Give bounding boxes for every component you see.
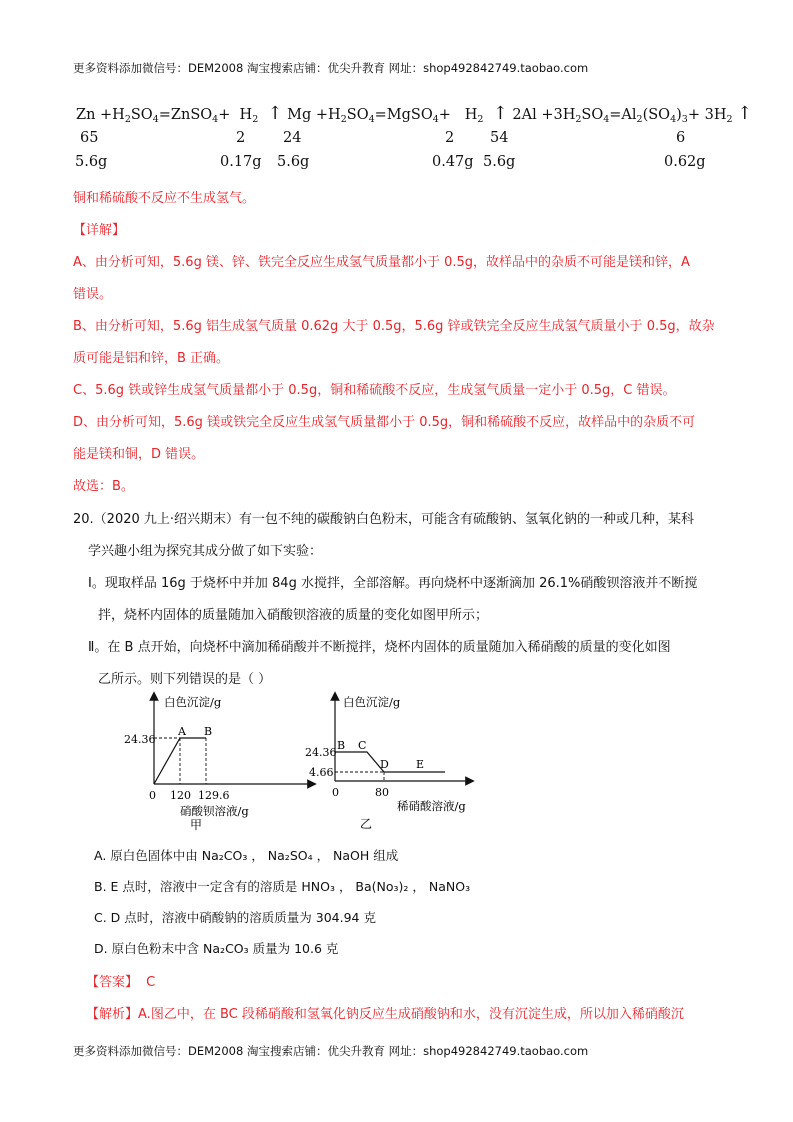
equation-mass: 0.17g xyxy=(220,154,262,170)
y-tick-label: 24.36 xyxy=(124,733,156,746)
answer-row xyxy=(86,971,155,990)
option-d: D. 原白色粉末中含 Na₂CO₃ 质量为 10.6 克 xyxy=(94,941,339,956)
x-axis-label: 稀硝酸溶液/g xyxy=(397,799,466,813)
x-tick-label: 129.6 xyxy=(198,789,230,802)
equation-value: 54 xyxy=(490,130,509,146)
copper-note: 铜和稀硫酸不反应不生成氢气。 xyxy=(73,191,256,206)
answer-value: C xyxy=(146,975,156,990)
y-tick-label: 24.36 xyxy=(305,746,337,759)
y-axis-label: 白色沉淀/g xyxy=(343,695,401,709)
option-a: A. 原白色固体中由 Na₂CO₃ ， Na₂SO₄ ， NaOH 组成 xyxy=(94,848,399,863)
equation-mass: 5.6g xyxy=(277,154,310,170)
analysis-a: A、由分析可知，5.6g 镁、锌、铁完全反应生成氢气质量都小于 0.5g，故样品中的杂质不可能是镁和锌，A xyxy=(73,255,690,270)
explanation-row xyxy=(86,1003,684,1022)
question-step-1: Ⅰ。现取样品 16g 于烧杯中并加 84g 水搅拌，全部溶解。再向烧杯中逐渐滴加 26.1%硝酸钡溶液并不断搅 xyxy=(88,576,698,591)
y-axis-label: 白色沉淀/g xyxy=(164,695,222,709)
graph-caption: 甲 xyxy=(190,818,203,832)
x-axis-label: 硝酸钡溶液/g xyxy=(180,804,249,818)
analysis-b-cont: 质可能是铝和锌，B 正确。 xyxy=(73,351,230,366)
question-step-2-cont: 乙所示。则下列错误的是（ ） xyxy=(98,672,272,687)
point-d-label: D xyxy=(380,758,389,771)
graph-caption: 乙 xyxy=(360,817,373,831)
x-tick-label: 80 xyxy=(375,786,389,799)
detail-title: 【详解】 xyxy=(73,223,126,238)
equation-value: 65 xyxy=(80,130,99,146)
page-header: 更多资料添加微信号：DEM2008 淘宝搜索店铺：优尖升教育 网址：shop492842749.taobao.com xyxy=(73,61,589,75)
equation-value: 24 xyxy=(283,130,302,146)
question-line: 学兴趣小组为探究其成分做了如下实验： xyxy=(88,544,323,559)
analysis-d: D、由分析可知，5.6g 镁或铁完全反应生成氢气质量都小于 0.5g，铜和稀硫酸不反应，故样品中的杂质不可 xyxy=(73,415,696,430)
point-b-label: B xyxy=(337,739,346,752)
analysis-b: B、由分析可知，5.6g 铝生成氢气质量 0.62g 大于 0.5g，5.6g 锌或铁完全反应生成氢气质量小于 0.5g，故杂 xyxy=(73,319,715,334)
equation-value: 2 xyxy=(236,130,246,146)
explanation-label: 【解析】 xyxy=(86,1007,139,1022)
analysis-choice: 故选：B。 xyxy=(73,479,134,494)
equation-mass: 0.62g xyxy=(664,154,706,170)
y-tick-label: 4.66 xyxy=(309,766,334,779)
page-footer: 更多资料添加微信号：DEM2008 淘宝搜索店铺：优尖升教育 网址：shop492842749.taobao.com xyxy=(73,1044,589,1058)
point-b-label: B xyxy=(204,725,213,738)
equation-mass: 5.6g xyxy=(75,154,108,170)
option-b: B. E 点时，溶液中一定含有的溶质是 HNO₃ ， Ba(No₃)₂ ， NaNO₃ xyxy=(94,879,471,894)
question-line: 20.（2020 九上·绍兴期末）有一包不纯的碳酸钠白色粉末，可能含有硫酸钠、氢氧化钠的一种或几种，某科 xyxy=(73,512,695,527)
analysis-d-cont: 能是镁和铜，D 错误。 xyxy=(73,447,205,462)
answer-label: 【答案】 xyxy=(86,975,139,990)
question-step-1-cont: 拌，烧杯内固体的质量随加入硝酸钡溶液的质量的变化如图甲所示； xyxy=(98,608,489,623)
explanation-text: A.图乙中，在 BC 段稀硝酸和氢氧化钠反应生成硝酸钠和水，没有沉淀生成，所以加入稀硝酸沉 xyxy=(138,1007,684,1022)
equation-value: 2 xyxy=(445,130,455,146)
equation-value: 6 xyxy=(676,130,686,146)
equation-mass: 5.6g xyxy=(483,154,516,170)
equation-mass: 0.47g xyxy=(432,154,474,170)
point-a-label: A xyxy=(178,725,186,738)
point-e-label: E xyxy=(416,758,425,771)
x-tick-label: 0 xyxy=(332,786,339,799)
x-tick-label: 0 xyxy=(149,789,156,802)
graph-jia xyxy=(124,688,320,833)
analysis-c: C、5.6g 铁或锌生成氢气质量都小于 0.5g，铜和稀硫酸不反应，生成氢气质量一定小于 0.5g，C 错误。 xyxy=(73,383,676,398)
question-step-2: Ⅱ。在 B 点开始，向烧杯中滴加稀硝酸并不断搅拌，烧杯内固体的质量随加入稀硝酸的质量的变化如图 xyxy=(88,640,671,655)
equation-row-1: $Zn +H_2SO_4=ZnSO_4+ H_2$ ↑ $Mg +H_2SO_4=MgSO_4+ H_2$ ↑ $2Al +3H_2SO_4=Al_2(SO_4)_3+ 3H_2$ ↑ xyxy=(76,103,753,125)
series-line xyxy=(335,752,445,772)
point-c-label: C xyxy=(358,739,367,752)
analysis-a-cont: 错误。 xyxy=(73,287,113,302)
option-c: C. D 点时，溶液中硝酸钠的溶质质量为 304.94 克 xyxy=(94,910,376,925)
graph-yi xyxy=(305,688,480,833)
x-tick-label: 120 xyxy=(170,789,191,802)
